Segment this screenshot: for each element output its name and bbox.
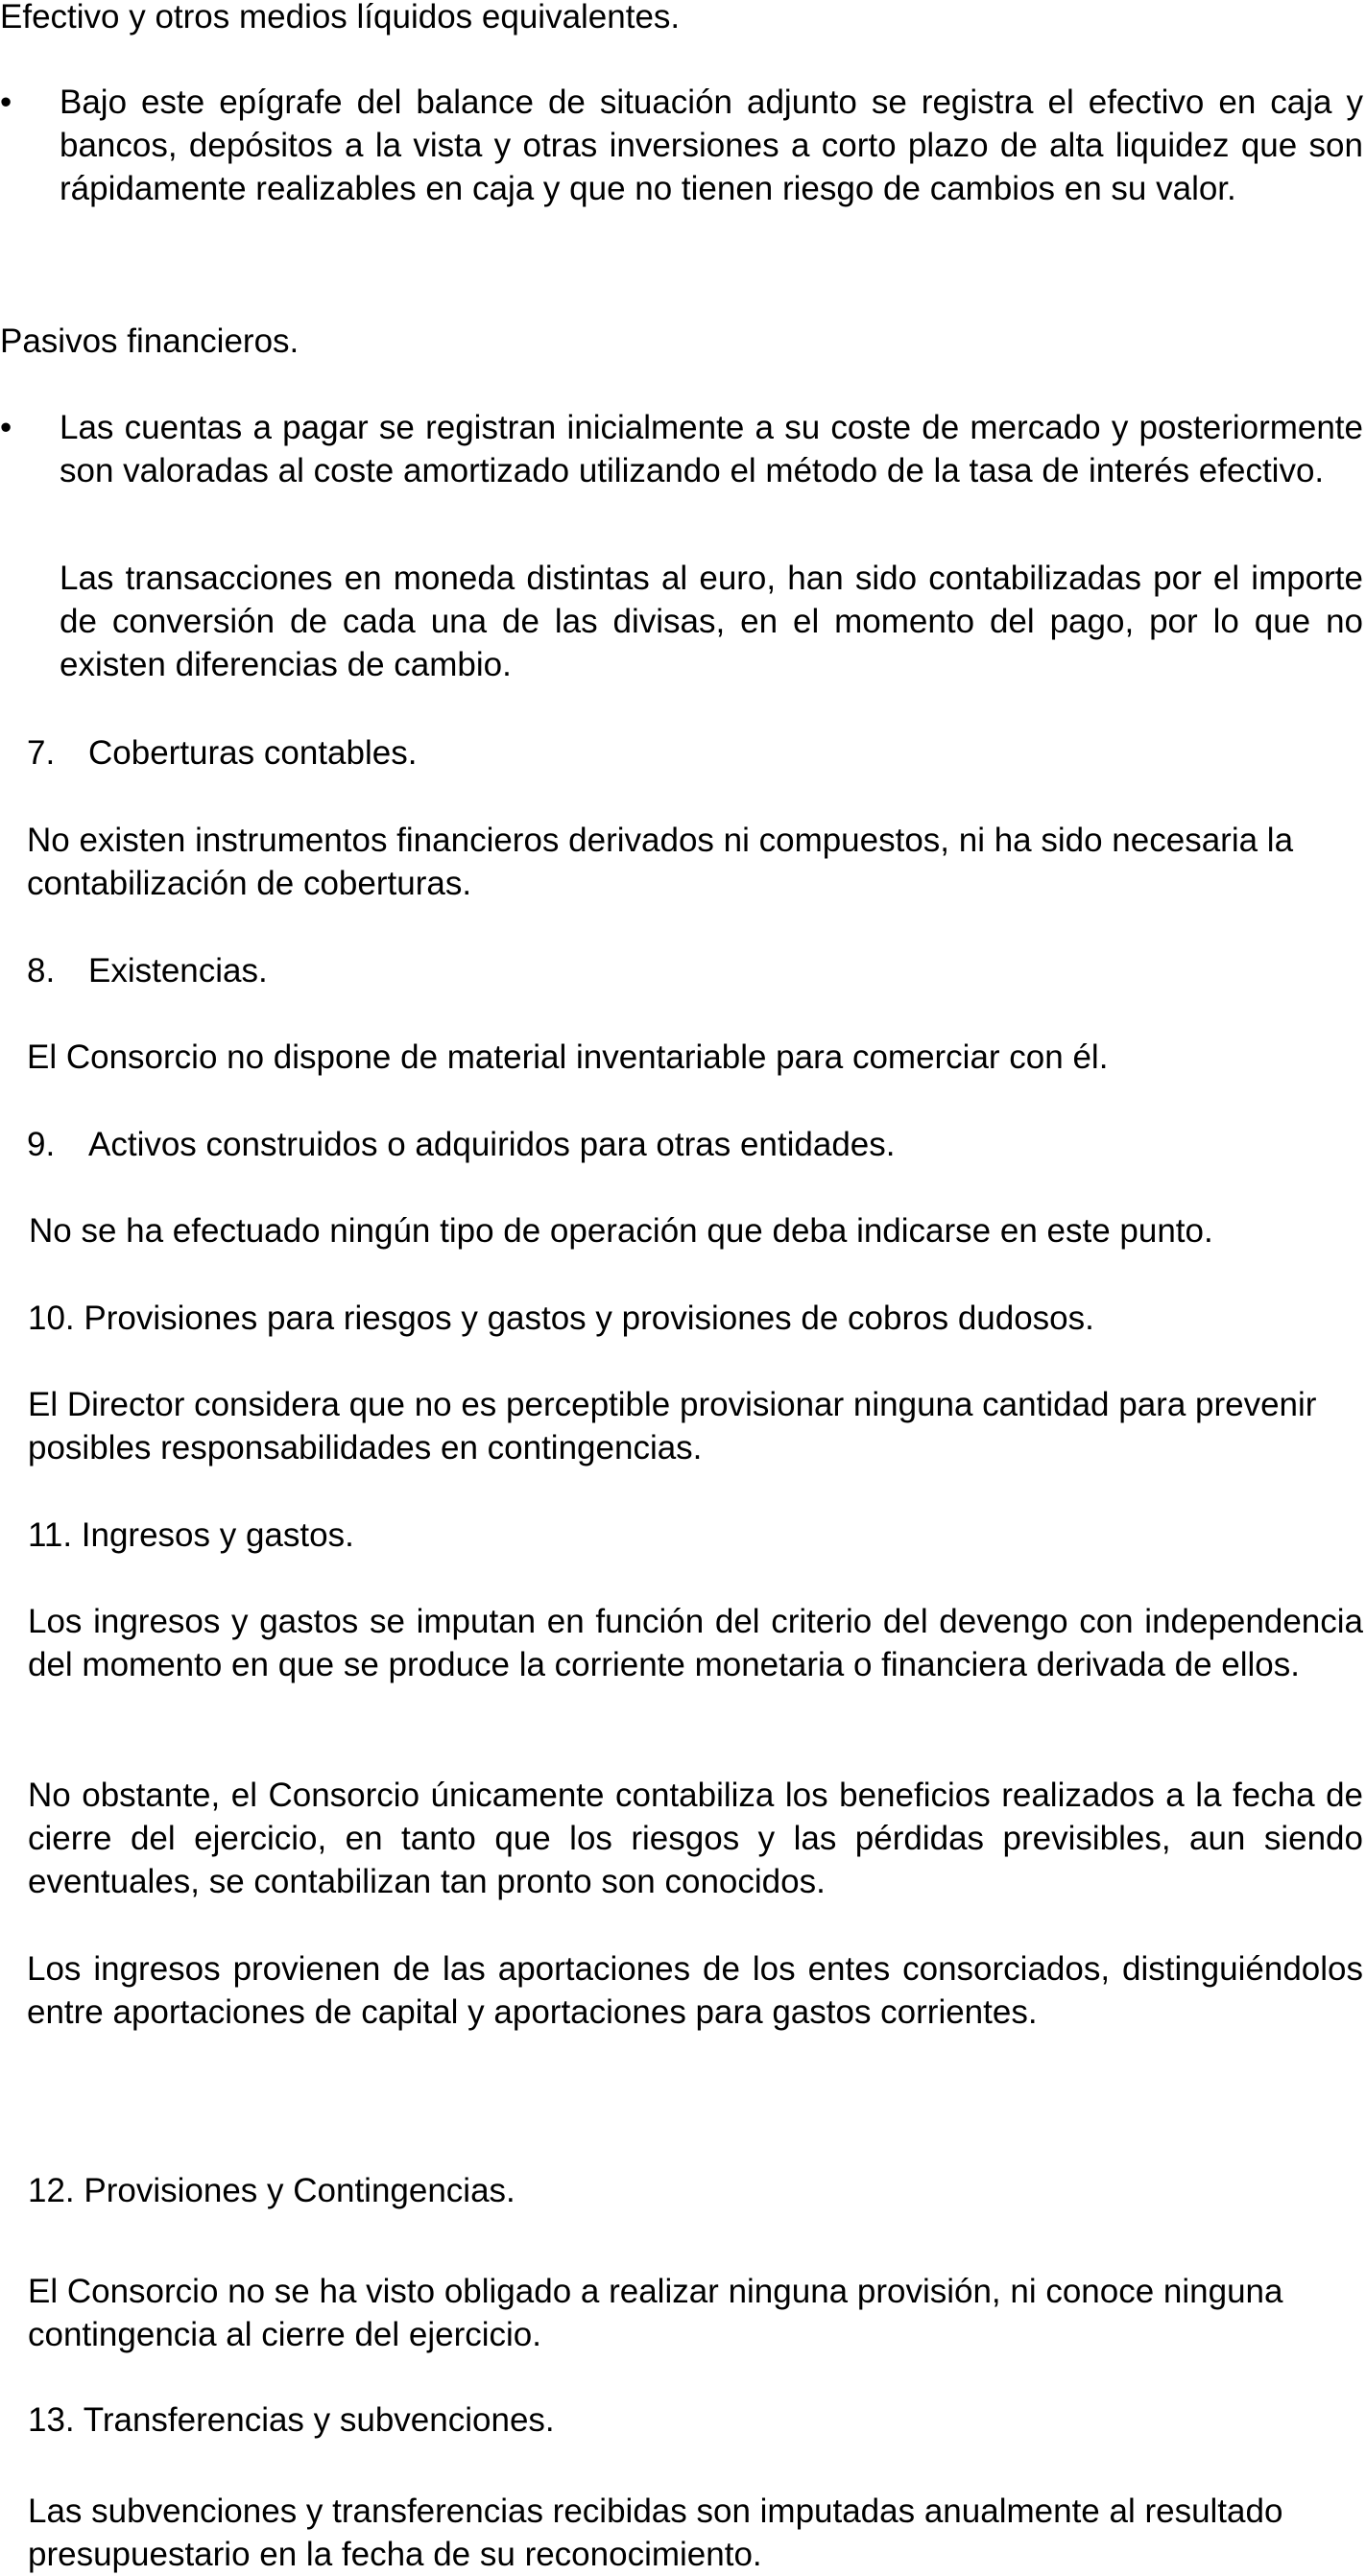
paragraph-13: Las subvenciones y transferencias recibidas son imputadas anualmente al resultado presupuestario en la fecha de su reconocimiento. <box>28 2493 1283 2573</box>
paragraph-9: No se ha efectuado ningún tipo de operación que deba indicarse en este punto. <box>29 1212 1213 1250</box>
paragraph-11-3: Los ingresos provienen de las aportaciones de los entes consorciados, distinguiéndolos entre aportaciones de capital y aportaciones para gastos corrientes. <box>27 1950 1363 2031</box>
section-heading-10: 10. Provisiones para riesgos y gastos y provisiones de cobros dudosos. <box>28 1300 1094 1337</box>
section-number: 7. <box>27 734 56 772</box>
paragraph-10: El Director considera que no es perceptible provisionar ninguna cantidad para prevenir posibles responsabilidades en contingencias. <box>28 1386 1317 1467</box>
section-number: 9. <box>27 1126 56 1163</box>
section-number: 8. <box>27 952 56 990</box>
paragraph-11-2: No obstante, el Consorcio únicamente contabiliza los beneficios realizados a la fecha de cierre del ejercicio, en tanto que los riesgos y las pérdidas previsibles, aun siendo eventuales, se contabilizan tan pronto son conocidos. <box>28 1777 1363 1900</box>
bullet-item-efectivo <box>0 81 1366 257</box>
bullet-item-pasivos <box>0 406 1366 540</box>
section-heading-12: 12. Provisiones y Contingencias. <box>28 2172 515 2209</box>
paragraph-efectivo: Bajo este epígrafe del balance de situación adjunto se registra el efectivo en caja y bancos, depósitos a la vista y otras inversiones a corto plazo de alta liquidez que son rápidamente realizables en caja y que no tienen riesgo de cambios en su valor. <box>60 83 1363 207</box>
paragraph-pasivos-2: Las transacciones en moneda distintas al euro, han sido contabilizadas por el importe de conversión de cada una de las divisas, en el momento del pago, por lo que no existen diferencias de cambio. <box>60 560 1363 683</box>
paragraph-11-1: Los ingresos y gastos se imputan en función del criterio del devengo con independencia del momento en que se produce la corriente monetaria o financiera derivada de ellos. <box>28 1603 1363 1683</box>
section-heading-13: 13. Transferencias y subvenciones. <box>28 2401 555 2439</box>
paragraph-pasivos-1: Las cuentas a pagar se registran inicialmente a su coste de mercado y posteriormente son valoradas al coste amortizado utilizando el método de la tasa de interés efectivo. <box>60 409 1363 489</box>
section-heading-8 <box>27 949 268 992</box>
section-heading-9 <box>27 1123 895 1166</box>
heading-pasivos-financieros: Pasivos financieros. <box>0 322 300 360</box>
paragraph-7: No existen instrumentos financieros derivados ni compuestos, ni ha sido necesaria la contabilización de coberturas. <box>27 822 1294 902</box>
section-heading-7 <box>27 731 417 775</box>
paragraph-12: El Consorcio no se ha visto obligado a realizar ninguna provisión, ni conoce ninguna contingencia al cierre del ejercicio. <box>28 2273 1283 2353</box>
section-title: Existencias. <box>88 952 268 990</box>
section-title: Activos construidos o adquiridos para otras entidades. <box>88 1126 896 1163</box>
section-title: Coberturas contables. <box>88 734 418 772</box>
bullet-marker: • <box>0 409 12 446</box>
section-heading-11: 11. Ingresos y gastos. <box>28 1516 354 1554</box>
heading-efectivo: Efectivo y otros medios líquidos equivalentes. <box>0 0 681 36</box>
paragraph-8: El Consorcio no dispone de material inventariable para comerciar con él. <box>27 1038 1109 1076</box>
bullet-marker: • <box>0 83 12 121</box>
